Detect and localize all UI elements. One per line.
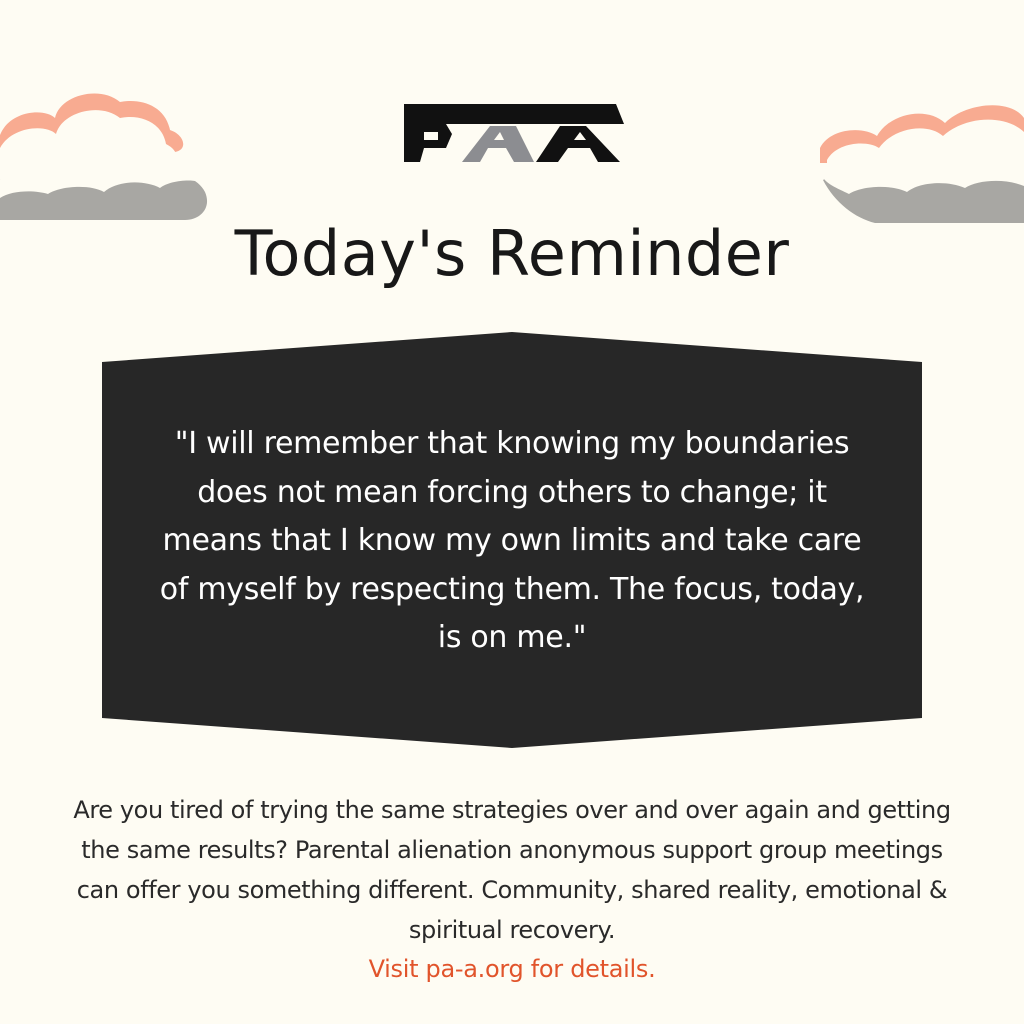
quote-text: "I will remember that knowing my boundaries does not mean forcing others to change; it means that I know my own limits and take care of myself by respecting them. The focus, today, is on me." bbox=[159, 426, 865, 655]
cloud-right-icon bbox=[815, 88, 1024, 228]
paa-logo-icon bbox=[398, 100, 626, 166]
page-title: Today's Reminder bbox=[234, 217, 790, 290]
cloud-left-icon bbox=[0, 80, 215, 230]
body-paragraph: Are you tired of trying the same strategies over and over again and getting the same results? Parental alienation anonymous support group meetings can offer you something different. Community, shared reality, emotional & spiritual recovery. bbox=[73, 796, 951, 944]
cta-link[interactable]: Visit pa-a.org for details. bbox=[368, 955, 656, 983]
